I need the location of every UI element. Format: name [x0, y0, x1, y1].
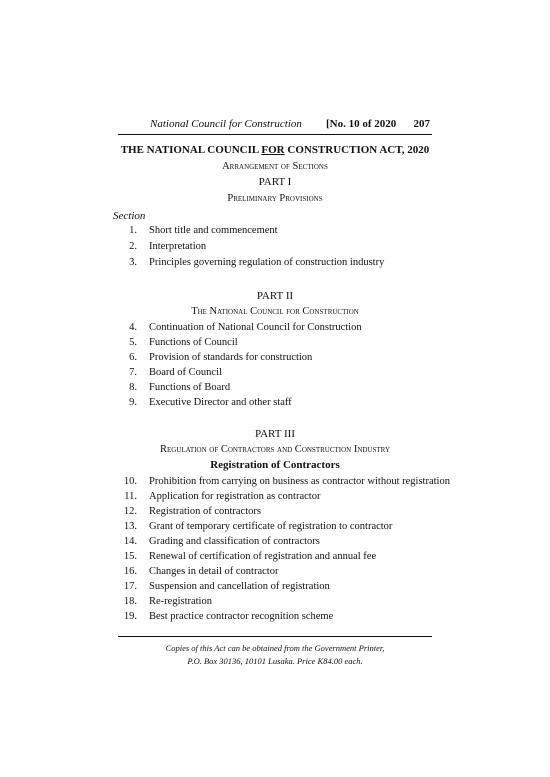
section-entry	[0, 352, 550, 366]
section-entry	[0, 536, 550, 550]
section-title: Changes in detail of contractor	[149, 566, 279, 577]
section-entry	[0, 491, 550, 505]
section-entry	[0, 596, 550, 610]
section-title: Executive Director and other staff	[149, 397, 292, 408]
section-title: Functions of Board	[149, 382, 231, 393]
section-entry	[0, 521, 550, 535]
section-label: Section	[113, 210, 146, 222]
section-title: Interpretation	[149, 241, 207, 252]
section-title: Prohibition from carrying on business as contractor without registration	[149, 476, 450, 487]
section-title: Registration of contractors	[149, 506, 261, 517]
section-entry	[0, 397, 550, 411]
part-label: PART II	[256, 290, 294, 302]
section-number: 16.	[123, 566, 137, 577]
part-label: PART III	[255, 428, 295, 440]
footer-rule	[118, 636, 432, 637]
part-label: PART I	[258, 176, 292, 188]
act-number: [No. 10 of 2020	[326, 118, 397, 130]
section-number: 2.	[129, 241, 137, 252]
section-entry	[0, 337, 550, 351]
section-number: 3.	[129, 257, 137, 268]
section-entry	[0, 322, 550, 336]
section-entry	[0, 566, 550, 580]
section-title: Suspension and cancellation of registration	[149, 581, 330, 592]
section-number: 11.	[124, 491, 137, 502]
section-title: Grant of temporary certificate of registration to contractor	[149, 521, 393, 532]
act-title-underlined: FOR	[261, 144, 285, 156]
section-number: 19.	[123, 611, 137, 622]
section-title: Best practice contractor recognition scheme	[149, 611, 334, 622]
section-number: 8.	[129, 382, 137, 393]
section-number: 1.	[129, 225, 137, 236]
section-number: 12.	[123, 506, 137, 517]
section-number: 6.	[129, 352, 137, 363]
part-subheading: Registration of Contractors	[210, 459, 340, 471]
section-title: Principles governing regulation of construction industry	[149, 257, 385, 268]
section-entry	[0, 257, 550, 271]
running-header-title: National Council for Construction	[150, 118, 302, 130]
footer-line-2: P.O. Box 30136, 10101 Lusaka. Price K84.00 each.	[187, 656, 363, 666]
section-entry	[0, 476, 550, 490]
section-title: Provision of standards for construction	[149, 352, 313, 363]
section-entry	[0, 225, 550, 239]
section-number: 4.	[129, 322, 137, 333]
section-number: 13.	[123, 521, 137, 532]
section-entry	[0, 551, 550, 565]
section-title: Board of Council	[149, 367, 222, 378]
arrangement-heading: Arrangement of Sections	[222, 161, 328, 172]
act-title	[0, 144, 550, 156]
footer-line-1: Copies of this Act can be obtained from the Government Printer,	[165, 643, 385, 653]
section-title: Grading and classification of contractors	[149, 536, 320, 547]
section-entry	[0, 581, 550, 595]
section-entry	[0, 611, 550, 625]
section-number: 9.	[129, 397, 137, 408]
section-title: Application for registration as contractor	[149, 491, 321, 502]
section-entry	[0, 382, 550, 396]
section-number: 7.	[129, 367, 137, 378]
section-title: Functions of Council	[149, 337, 238, 348]
part-heading: The National Council for Construction	[191, 306, 359, 317]
header-rule	[118, 134, 432, 135]
section-title: Re-registration	[149, 596, 212, 607]
act-title-suffix: CONSTRUCTION ACT, 2020	[284, 144, 430, 156]
section-number: 15.	[123, 551, 137, 562]
section-title: Continuation of National Council for Construction	[149, 322, 362, 333]
section-number: 5.	[129, 337, 137, 348]
section-entry	[0, 241, 550, 255]
part-heading: Preliminary Provisions	[227, 193, 323, 204]
act-title-prefix: THE NATIONAL COUNCIL	[120, 144, 262, 156]
section-number: 14.	[123, 536, 137, 547]
section-title: Short title and commencement	[149, 225, 278, 236]
page-number: 207	[413, 118, 430, 130]
section-number: 18.	[123, 596, 137, 607]
part-heading: Regulation of Contractors and Construction Industry	[159, 444, 390, 455]
section-entry	[0, 506, 550, 520]
section-number: 17.	[123, 581, 137, 592]
running-header	[118, 118, 432, 134]
section-number: 10.	[123, 476, 137, 487]
section-entry	[0, 367, 550, 381]
section-title: Renewal of certification of registration and annual fee	[149, 551, 377, 562]
